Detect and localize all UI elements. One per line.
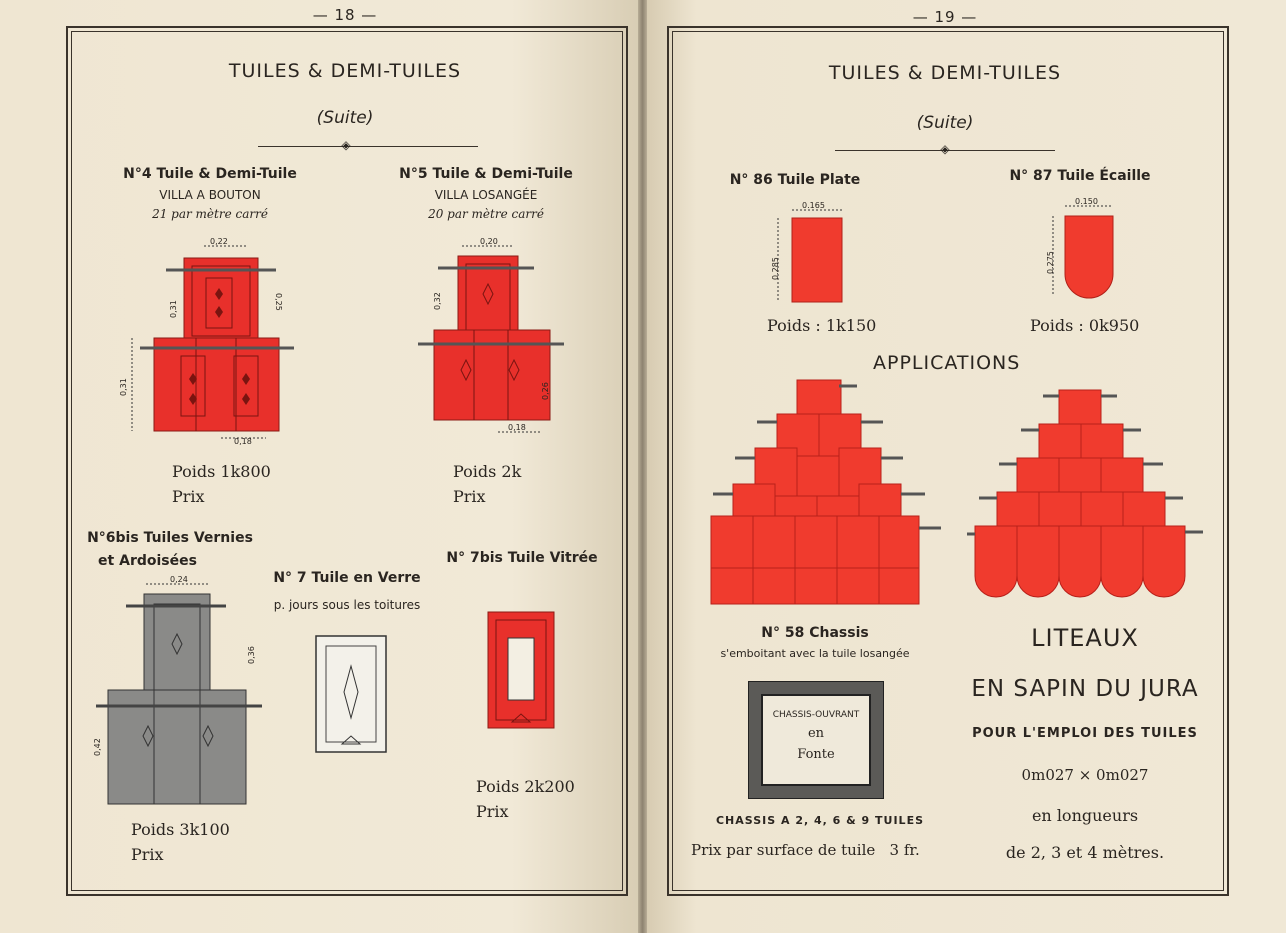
item-heading: N°5 Tuile & Demi-Tuile <box>399 166 573 182</box>
applications-title: APPLICATIONS <box>873 352 1021 374</box>
svg-text:0,22: 0,22 <box>210 237 228 246</box>
item-weight: Poids 2k <box>453 462 522 481</box>
svg-text:0.275: 0.275 <box>1046 251 1055 274</box>
svg-text:0,31: 0,31 <box>119 378 128 396</box>
scale-tile-roof-application <box>967 386 1207 608</box>
page-title: TUILES & DEMI-TUILES <box>228 60 462 82</box>
liteaux-dimensions: 0m027 × 0m027 <box>1021 766 1149 784</box>
chassis-heading: N° 58 Chassis <box>761 625 869 641</box>
flat-tile-roof-application <box>707 376 947 608</box>
svg-text:0.285: 0.285 <box>771 257 780 280</box>
chassis-label-line3: Fonte <box>797 747 835 762</box>
svg-text:0.150: 0.150 <box>1075 197 1098 206</box>
liteaux-lengths-label: en longueurs <box>1031 806 1139 825</box>
right-page <box>645 0 1286 933</box>
divider-rule <box>258 146 478 147</box>
item-note: 21 par mètre carré <box>152 207 268 221</box>
item-heading-line2: et Ardoisées <box>98 553 197 569</box>
svg-text:0,42: 0,42 <box>93 738 102 756</box>
item-note: 20 par mètre carré <box>428 207 544 221</box>
liteaux-lengths: de 2, 3 et 4 mètres. <box>1005 843 1165 862</box>
svg-text:0,26: 0,26 <box>541 382 550 400</box>
item-subheading: VILLA LOSANGÉE <box>434 188 538 202</box>
tile-ecaille-illustration <box>1045 196 1125 302</box>
chassis-illustration <box>748 681 884 799</box>
page-title: TUILES & DEMI-TUILES <box>828 62 1062 84</box>
svg-text:0,24: 0,24 <box>170 575 188 584</box>
page-number: — 18 — <box>312 6 378 24</box>
left-page <box>0 0 640 933</box>
svg-text:0,32: 0,32 <box>433 292 442 310</box>
item-weight: Poids 2k200 <box>476 777 575 796</box>
liteaux-usage: POUR L'EMPLOI DES TUILES <box>972 726 1198 741</box>
item-heading: N° 86 Tuile Plate <box>729 172 861 188</box>
page-number: — 19 — <box>912 8 978 26</box>
chassis-sizes: CHASSIS A 2, 4, 6 & 9 TUILES <box>715 814 925 827</box>
page-subtitle: (Suite) <box>916 113 974 133</box>
svg-text:0,18: 0,18 <box>234 437 252 446</box>
item-weight: Poids 1k800 <box>172 462 271 481</box>
book-gutter <box>638 0 647 933</box>
chassis-window <box>761 694 871 786</box>
item-heading: N° 7 Tuile en Verre <box>273 570 421 586</box>
chassis-subheading: s'emboitant avec la tuile losangée <box>720 647 910 660</box>
tile-plate-illustration <box>770 200 850 306</box>
tile-villa-bouton-illustration <box>119 237 301 446</box>
item-weight: Poids : 1k150 <box>767 316 877 335</box>
ornament-icon: ◈ <box>341 138 351 152</box>
tile-vitree-illustration <box>484 608 560 732</box>
item-price: Prix <box>476 802 509 821</box>
item-price: Prix <box>131 845 164 864</box>
item-heading: N°4 Tuile & Demi-Tuile <box>123 166 297 182</box>
svg-text:0,20: 0,20 <box>480 237 498 246</box>
svg-text:0.165: 0.165 <box>802 201 825 210</box>
tile-vernie-illustration <box>93 575 266 811</box>
item-heading: N° 87 Tuile Écaille <box>1009 168 1151 184</box>
ornament-icon: ◈ <box>940 142 950 156</box>
svg-text:0,18: 0,18 <box>508 423 526 432</box>
item-price: Prix <box>172 487 205 506</box>
liteaux-title: LITEAUX <box>1031 624 1139 652</box>
tile-verre-illustration <box>312 632 392 756</box>
item-note: p. jours sous les toitures <box>273 598 421 612</box>
svg-text:0,36: 0,36 <box>247 646 256 664</box>
page-subtitle: (Suite) <box>316 108 374 128</box>
svg-text:0,31: 0,31 <box>169 300 178 318</box>
chassis-label-line2: en <box>807 726 825 741</box>
item-subheading: VILLA A BOUTON <box>159 188 261 202</box>
tile-villa-losangee-illustration <box>418 237 568 440</box>
item-weight: Poids 3k100 <box>131 820 230 839</box>
liteaux-subtitle: EN SAPIN DU JURA <box>971 676 1199 702</box>
chassis-label-line1: CHASSIS-OUVRANT <box>772 710 860 720</box>
svg-text:0,25: 0,25 <box>274 293 283 311</box>
item-weight: Poids : 0k950 <box>1030 316 1140 335</box>
item-heading: N°6bis Tuiles Vernies <box>87 530 253 546</box>
item-price: Prix <box>453 487 486 506</box>
chassis-price: Prix par surface de tuile 3 fr. <box>691 841 920 859</box>
item-heading: N° 7bis Tuile Vitrée <box>446 550 598 566</box>
